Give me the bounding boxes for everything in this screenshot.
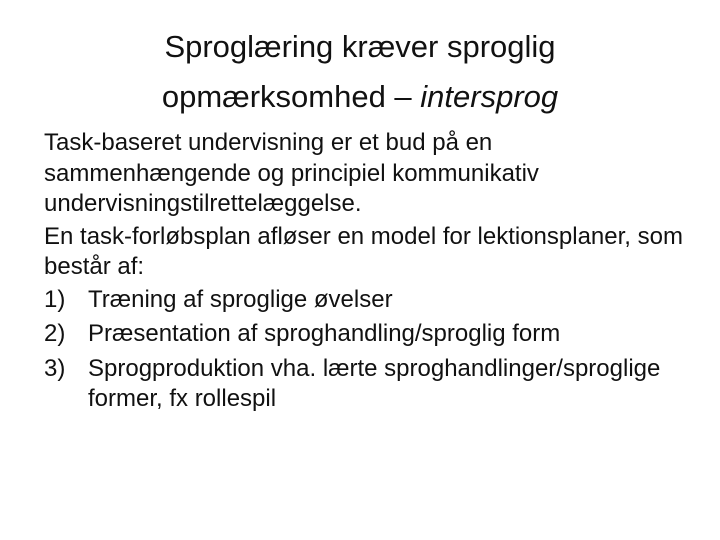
list-item: [44, 285, 690, 316]
list-item-text: Sprogproduktion vha. lærte sproghandlinger/sproglige former, fx rollespil: [88, 354, 661, 412]
numbered-list: [44, 285, 690, 415]
body-paragraph-2: En task-forløbsplan afløser en model for lektionsplaner, som består af:: [44, 222, 683, 280]
slide-body: [44, 128, 690, 419]
list-item: [44, 354, 690, 415]
title-line-2: [40, 72, 680, 122]
list-item: [44, 319, 690, 350]
list-item-text: Præsentation af sproghandling/sproglig form: [88, 320, 561, 347]
body-paragraph-1: Task-baseret undervisning er et bud på en sammenhængende og principiel kommunikativ undervisningstilrettelæggelse.: [44, 129, 539, 217]
list-item-text: Træning af sproglige øvelser: [88, 285, 393, 313]
slide-title: [40, 22, 680, 122]
list-item-number: 1): [44, 285, 66, 313]
list-item-number: 3): [44, 354, 66, 382]
title-line-1: Sproglæring kræver sproglig: [164, 29, 556, 64]
title-line-2-text: opmærksomhed –: [161, 79, 421, 114]
title-italic-term: intersprog: [420, 79, 559, 114]
list-item-number: 2): [44, 320, 66, 347]
